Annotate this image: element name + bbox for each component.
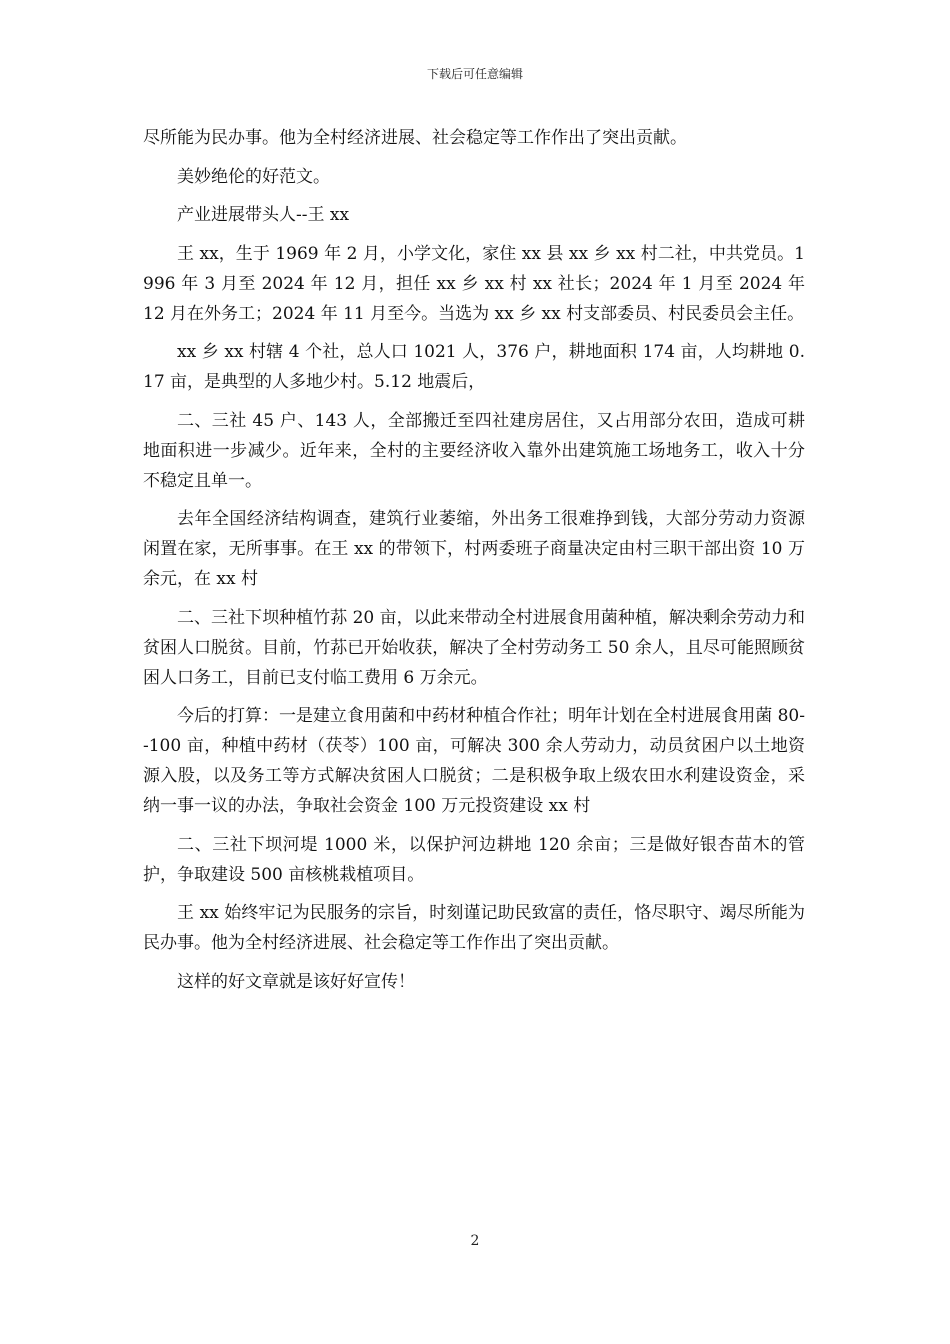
paragraph-11: 王 xx 始终牢记为民服务的宗旨，时刻谨记助民致富的责任，恪尽职守、竭尽所能为民办事。他为全村经济进展、社会稳定等工作作出了突出贡献。 [143,903,805,953]
paragraph-5: xx 乡 xx 村辖 4 个社，总人口 1021 人，376 户，耕地面积 174 亩，人均耕地 0.17 亩，是典型的人多地少村。5.12 地震后， [143,342,805,392]
paragraph-7: 去年全国经济结构调查，建筑行业萎缩，外出务工很难挣到钱，大部分劳动力资源闲置在家，无所事事。在王 xx 的带领下，村两委班子商量决定由村三职干部出资 10 万余元，在 xx 村 [143,509,805,589]
paragraph-4: 王 xx，生于 1969 年 2 月，小学文化，家住 xx 县 xx 乡 xx 村二社，中共党员。1996 年 3 月至 2024 年 12 月，担任 xx 乡 xx 村 xx 社长；2024 年 1 月至 2024 年 12 月在外务工；2024 年 11 月至今。当选为 xx 乡 xx 村支部委员、村民委员会主任。 [143,243,805,324]
page-number: 2 [470,1233,480,1249]
paragraph-2: 美妙绝伦的好范文。 [177,166,330,187]
paragraph-10: 二、三社下坝河堤 1000 米，以保护河边耕地 120 余亩；三是做好银杏苗木的管护，争取建设 500 亩核桃栽植项目。 [143,834,805,885]
paragraph-6: 二、三社 45 户、143 人，全部搬迁至四社建房居住，又占用部分农田，造成可耕地面积进一步减少。近年来，全村的主要经济收入靠外出建筑施工场地务工，收入十分不稳定且单一。 [143,410,805,491]
paragraph-12: 这样的好文章就是该好好宣传！ [177,971,415,992]
document-body [143,123,805,1005]
paragraph-1: 尽所能为民办事。他为全村经济进展、社会稳定等工作作出了突出贡献。 [143,128,687,148]
paragraph-8: 二、三社下坝种植竹荪 20 亩，以此来带动全村进展食用菌种植，解决剩余劳动力和贫困人口脱贫。目前，竹荪已开始收获，解决了全村劳动务工 50 余人，且尽可能照顾贫困人口务工，目前已支付临工费用 6 万余元。 [143,607,805,688]
page-header: 下载后可任意编辑 [426,67,523,81]
paragraph-9: 今后的打算：一是建立食用菌和中药材种植合作社；明年计划在全村进展食用菌 80--100 亩，种植中药材（茯苓）100 亩，可解决 300 余人劳动力，动员贫困户以土地资源入股，以及务工等方式解决贫困人口脱贫；二是积极争取上级农田水利建设资金，采纳一事一议的办法，争取社会资金 100 万元投资建设 xx 村 [143,706,805,816]
section-heading: 产业进展带头人--王 xx [177,205,350,225]
